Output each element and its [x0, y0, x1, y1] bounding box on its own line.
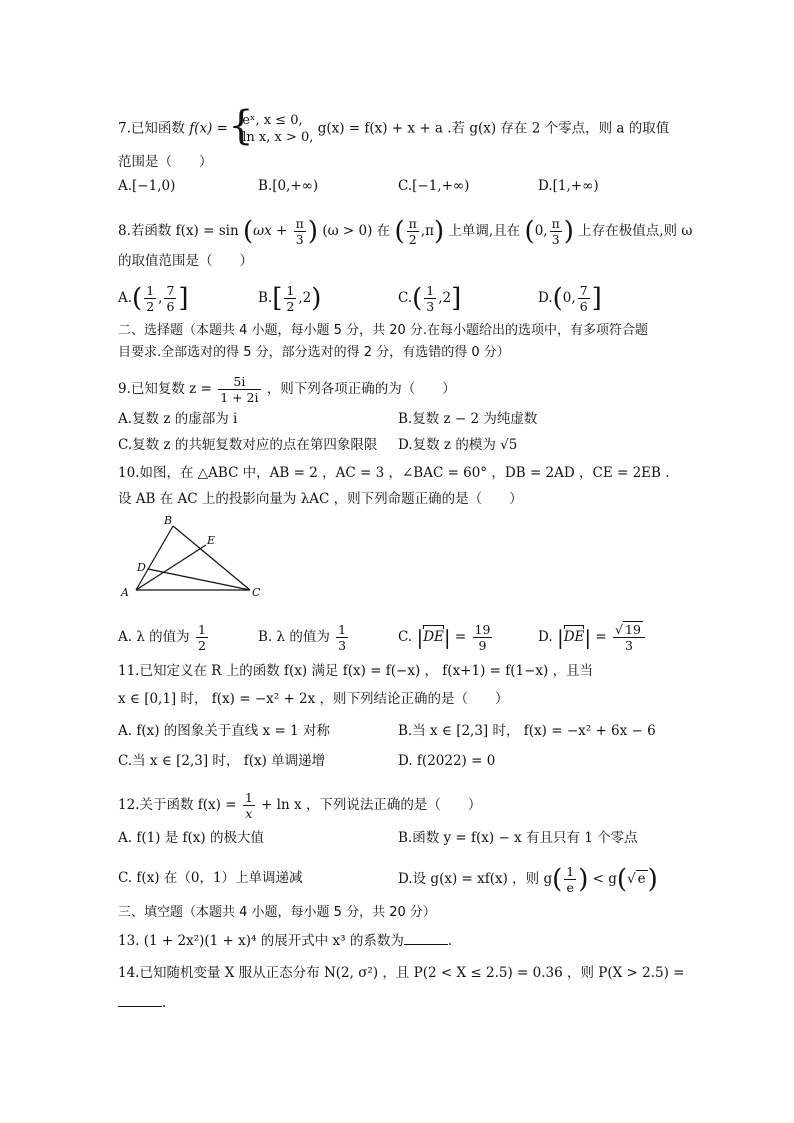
- q9-option-d: D.复数 z 的模为 √5: [398, 437, 518, 453]
- q12-frac: $\frac{1}{x}$: [244, 790, 253, 821]
- q10-option-d: D. |DE| = $\frac{√ 19}{3}$: [538, 622, 647, 653]
- segment-dc: [148, 569, 250, 590]
- section3-title: 三、填空题（本题共 4 小题，每小题 5 分，共 20 分）: [118, 905, 436, 920]
- q8-option-b-label: B.: [258, 290, 273, 306]
- q14-line2: [118, 994, 166, 1012]
- q8-option-c: C.( $\frac{1}{3}$ ,2]: [398, 283, 462, 314]
- q11-option-c: C.当 x ∈ [2,3] 时， f(x) 单调递增: [118, 753, 326, 769]
- q12-suffix: + ln x ，下列说法正确的是（ ）: [261, 797, 482, 813]
- q8-text-d: 上存在极值点,则 ω: [578, 223, 693, 239]
- triangle-figure: [118, 512, 268, 602]
- q8-option-d-label: D.: [538, 290, 553, 306]
- q7-line1: [118, 112, 669, 146]
- q10-line2: 设 AB 在 AC 上的投影向量为 λAC ，则下列命题正确的是（ ）: [118, 491, 523, 507]
- q11-option-a: A. f(x) 的图象关于直线 x = 1 对称: [118, 723, 330, 739]
- section2-line1: 二、选择题（本题共 4 小题，每小题 5 分，共 20 分.在每小题给出的选项中，有多项符合题: [118, 323, 649, 338]
- q11-line1: 11.已知定义在 R 上的函数 f(x) 满足 f(x) = f(−x) ， f(x+1) = f(1−x) ，且当: [118, 663, 594, 679]
- q10-line1: 10.如图，在 △ABC 中，AB = 2 ，AC = 3 ，∠BAC = 60° ，DB = 2AD ，CE = 2EB .: [118, 465, 670, 481]
- q7-case2: ln x, x > 0,: [242, 130, 314, 145]
- q12-line1: [118, 790, 481, 821]
- q7-fx: f(x) =: [189, 120, 228, 137]
- q12-option-d-label: D.设 g(x) = xf(x) ，则 g: [398, 871, 553, 887]
- q7-option-d: D.[1,+∞): [538, 178, 599, 194]
- q10-option-c: C. |DE| = $\frac{19}{9}$: [398, 622, 491, 653]
- q8-text-c: 上单调,且在: [448, 223, 521, 239]
- q8-option-a: A.( $\frac{1}{2}$ , $\frac{7}{6}$ ]: [118, 283, 189, 314]
- q10-option-a-label: A. λ 的值为: [118, 629, 190, 645]
- q7-option-a: A.[−1,0): [118, 178, 176, 194]
- q7-piecewise: [232, 112, 313, 146]
- q8-option-a-label: A.: [118, 290, 133, 306]
- q9-option-b: B.复数 z − 2 为纯虚数: [398, 411, 538, 427]
- q8-option-c-label: C.: [398, 290, 413, 306]
- q8-text-a: 8.若函数 f(x) = sin: [118, 223, 239, 239]
- q13-text: 13. (1 + 2x²)(1 + x)⁴ 的展开式中 x³ 的系数为: [118, 933, 404, 949]
- q7-option-b: B.[0,+∞): [258, 178, 319, 194]
- q8-frac-pi3: $\frac{\pi}{3}$: [295, 216, 304, 247]
- q7-prefix: 7.已知函数: [118, 120, 185, 137]
- q9-line1: [118, 374, 456, 405]
- q14-line: 14.已知随机变量 X 服从正态分布 N(2, σ²) ，且 P(2 < X ≤ 2.5) = 0.36 ，则 P(X > 2.5) =: [118, 965, 685, 981]
- q10-option-a: A. λ 的值为 $\frac{1}{2}$: [118, 622, 206, 653]
- q8-text-b: (ω > 0) 在: [322, 223, 391, 239]
- q8-option-d: D.(0, $\frac{7}{6}$ ]: [538, 283, 602, 314]
- q8-frac-pi2: $\frac{\pi}{2}$: [408, 216, 417, 247]
- section2-line2: 目要求.全部选对的得 5 分，部分选对的得 2 分，有选错的得 0 分）: [118, 345, 510, 360]
- q9-option-c: C.复数 z 的共轭复数对应的点在第四象限限: [118, 437, 378, 453]
- q12-option-c: C. f(x) 在（0，1）上单调递减: [118, 870, 303, 886]
- q13-answer-blank[interactable]: [404, 932, 448, 945]
- q11-option-b: B.当 x ∈ [2,3] 时， f(x) = −x² + 6x − 6: [398, 723, 656, 739]
- q7-mid: g(x) = f(x) + x + a .若 g(x) 存在 2 个零点，则 a 的取值: [317, 120, 670, 137]
- q12-option-b: B.函数 y = f(x) − x 有且只有 1 个零点: [398, 830, 638, 846]
- q9-num: 5i: [218, 374, 260, 390]
- q12-prefix: 12.关于函数 f(x) =: [118, 797, 237, 813]
- q9-option-a: A.复数 z 的虚部为 i: [118, 411, 238, 427]
- q7-case1: { eˣ, x ≤ 0,: [242, 113, 303, 128]
- q10-option-b: B. λ 的值为 $\frac{1}{3}$: [258, 622, 347, 653]
- label-d: D: [137, 561, 146, 574]
- q12-option-a: A. f(1) 是 f(x) 的极大值: [118, 830, 264, 846]
- q9-suffix: ，则下列各项正确的为（ ）: [266, 381, 456, 397]
- segment-ae: [136, 545, 206, 590]
- q8-frac-pi3b: $\frac{\pi}{3}$: [551, 216, 560, 247]
- q12-option-d: D.设 g(x) = xf(x) ，则 g( $\frac{1}{e}$ ) < g(√ e): [398, 864, 658, 895]
- q10-option-c-label: C.: [398, 629, 413, 645]
- q13-line: [118, 932, 452, 950]
- q8-option-b: B.[ $\frac{1}{2}$ ,2): [258, 283, 322, 314]
- q11-option-d: D. f(2022) = 0: [398, 753, 496, 769]
- q10-option-d-label: D.: [538, 629, 553, 645]
- q9-prefix: 9.已知复数 z =: [118, 381, 212, 397]
- q8-line1: 8.若函数 f(x) = sin (ωx + $\frac{\pi}{3}$ ) (ω > 0) 在 ( $\frac{\pi}{2}$ ,π) 上单调,且在 (0, $\frac{\pi}{3}$ ) 上存在极值点,则 ω: [118, 216, 693, 247]
- q8-line2: 的取值范围是（ ）: [118, 253, 253, 269]
- q7-line2: 范围是（ ）: [118, 154, 213, 170]
- label-b: B: [164, 514, 173, 527]
- label-c: C: [252, 586, 261, 599]
- label-a: A: [121, 586, 129, 599]
- q13-end: .: [447, 933, 453, 949]
- q14-end: .: [162, 995, 167, 1011]
- label-e: E: [207, 534, 216, 547]
- q10-option-b-label: B. λ 的值为: [258, 629, 330, 645]
- q7-option-c: C.[−1,+∞): [398, 178, 470, 194]
- q11-line2: x ∈ [0,1] 时， f(x) = −x² + 2x ，则下列结论正确的是（ ）: [118, 691, 509, 707]
- edge-ab: [136, 526, 173, 590]
- q9-frac: [218, 374, 260, 405]
- q9-den: 1 + 2i: [220, 390, 259, 405]
- q14-answer-blank[interactable]: [118, 994, 162, 1007]
